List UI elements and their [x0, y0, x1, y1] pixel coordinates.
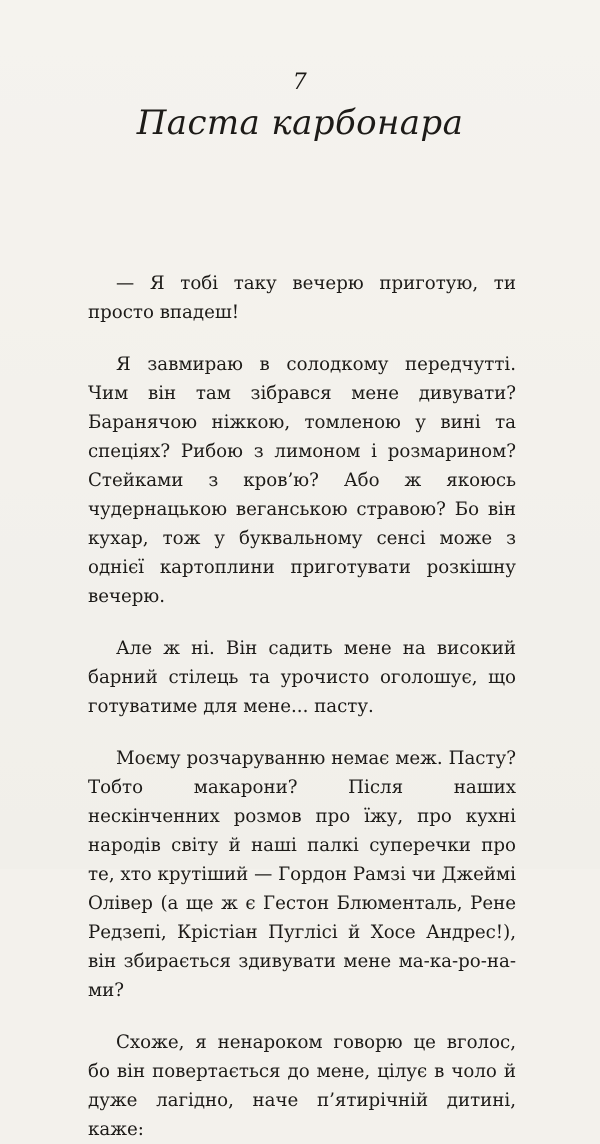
chapter-title: Паста карбонара — [136, 103, 464, 143]
chapter-body — [88, 269, 516, 1144]
paragraph-4: Моєму розчаруванню немає меж. Пасту? Тобто макарони? Після наших нескінченних розмов про їжу, про кухні народів світу й наші палкі суперечки про те, хто крутіший — Гордон Рамзі чи Джеймі Олівер (а ще ж є Гестон Блюменталь, Рене Редзепі, Крістіан Пуглісі й Хосе Андрес!), він збирається здивувати мене ма-ка-ро-на-ми? — [88, 748, 516, 1001]
chapter-number: 7 — [292, 70, 308, 95]
paragraph-3: Але ж ні. Він садить мене на високий барний стілець та урочисто оголошує, що готуватиме для мене... пасту. — [88, 638, 516, 717]
paragraph-1: — Я тобі таку вечерю приготую, ти просто впадеш! — [88, 273, 516, 323]
paragraph-2: Я завмираю в солодкому передчутті. Чим він там зібрався мене дивувати? Баранячою ніжкою, томленою у вині та спеціях? Рибою з лимоном і розмарином? Стейками з кров’ю? Або ж якоюсь чудернацькою веганською стравою? Бо він кухар, тож у буквальному сенсі може з однієї картоплини приготувати розкішну вечерю. — [88, 354, 516, 607]
paragraph-5: Схоже, я ненароком говорю це вголос, бо він повертається до мене, цілує в чоло й дуже лагідно, наче п’ятирічній дитині, каже: — [88, 1032, 516, 1140]
